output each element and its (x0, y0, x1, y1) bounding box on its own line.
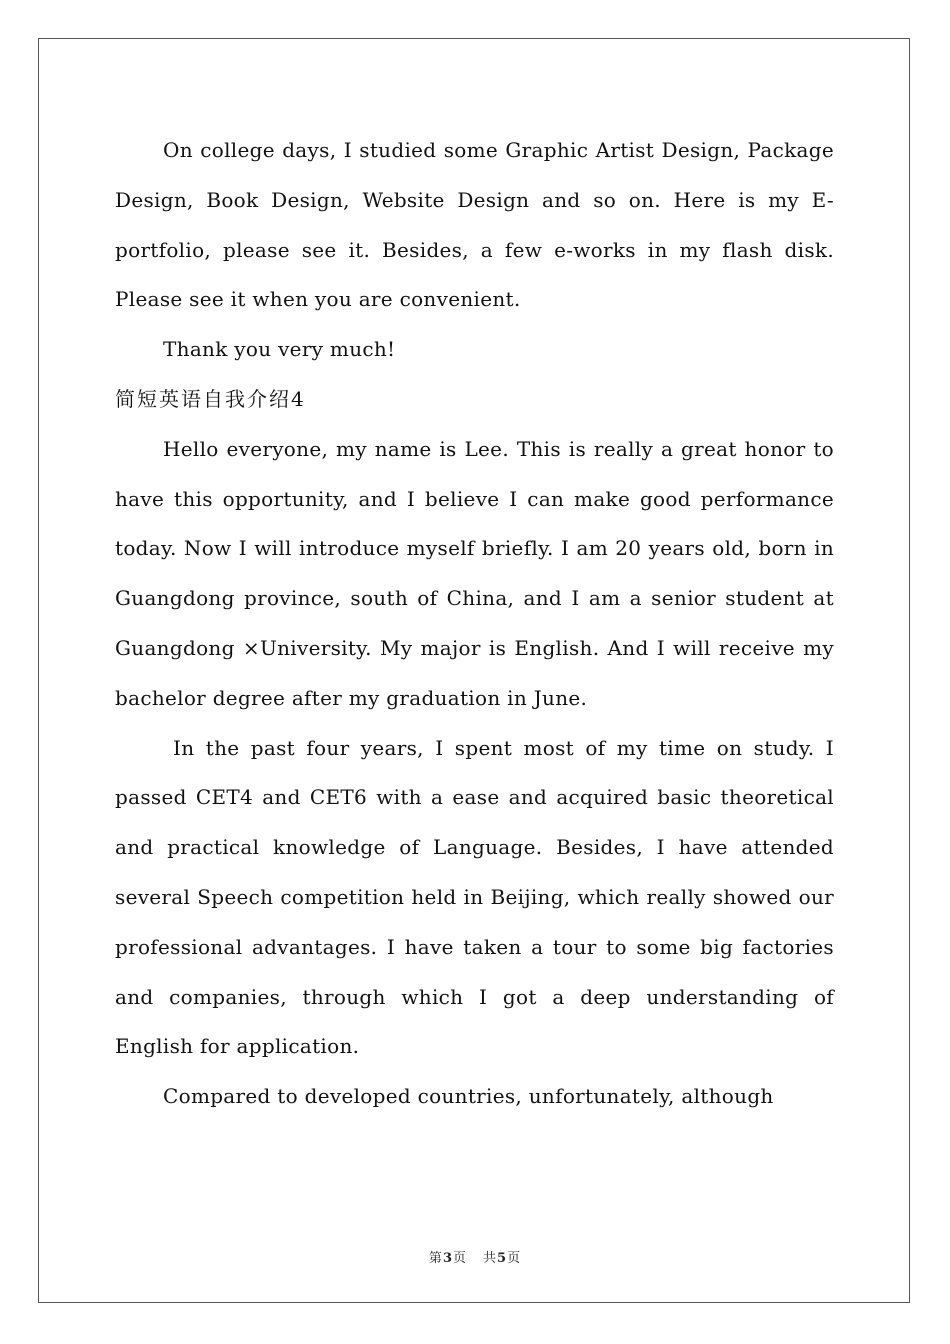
paragraph-portfolio: On college days, I studied some Graphic Artist Design, Package Design, Book Design, Website Design and so on. Here is my E-portfolio, please see it. Besides, a few e-works in my flash disk. Please see it when you are convenient. (115, 138, 834, 312)
footer-prefix: 第 (428, 1251, 443, 1266)
paragraph-thanks: Thank you very much! (163, 337, 396, 362)
section-heading: 简短英语自我介绍4 (115, 386, 306, 411)
footer-total-suffix: 页 (507, 1251, 522, 1266)
footer-page-suffix: 页 (452, 1251, 467, 1266)
paragraph-introduction: Hello everyone, my name is Lee. This is really a great honor to have this opportunity, and I believe I can make good performance today. Now I will introduce myself briefly. I am 20 years old, born in Guangdong province, south of China, and I am a senior student at Guangdong ×University. My major is English. And I will receive my bachelor degree after my graduation in June. (115, 436, 834, 710)
document-body (115, 126, 834, 1122)
paragraph-study: In the past four years, I spent most of my time on study. I passed CET4 and CET6 with a ease and acquired basic theoretical and practical knowledge of Language. Besides, I have attended several Speech competition held in Beijing, which really showed our professional advantages. I have taken a tour to some big factories and companies, through which I got a deep understanding of English for application. (115, 735, 834, 1059)
page-footer (0, 1247, 950, 1266)
footer-total-prefix: 共 (483, 1251, 498, 1266)
footer-total-pages: 5 (497, 1251, 508, 1266)
paragraph-comparison: Compared to developed countries, unfortunately, although (163, 1084, 774, 1109)
footer-page-number: 3 (442, 1251, 453, 1266)
